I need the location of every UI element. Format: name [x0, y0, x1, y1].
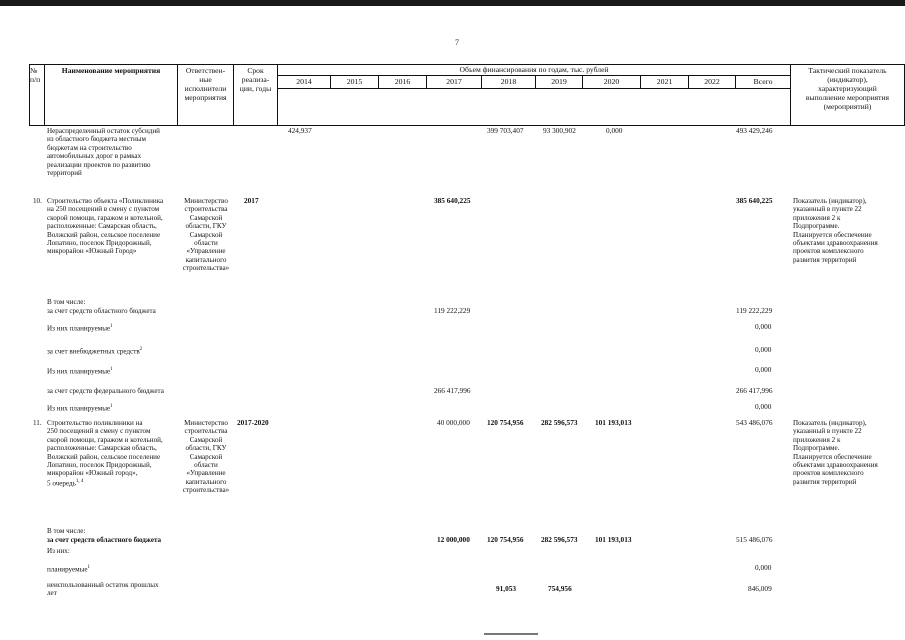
row-term: 2017 [244, 196, 259, 205]
planned-total: 0,000 [755, 365, 772, 374]
header-indicator: Тактический показатель (индикатор), характеризующий выполнение мероприятия (мероприятий) [805, 66, 890, 111]
label-unused-balance: неиспользованный остаток прошлых лет [47, 581, 159, 598]
header-executor: Ответствен- ные исполнители мероприятия [184, 66, 227, 102]
federal-total: 266 417,996 [736, 386, 773, 395]
planned-total: 0,000 [755, 563, 772, 572]
header-year-2018: 2018 [500, 77, 517, 86]
extrabudgetary-total: 0,000 [755, 345, 772, 354]
label-of-them: Из них: [47, 547, 70, 555]
planned-total: 0,000 [755, 402, 772, 411]
header-term: Срок реализа- ции, годы [239, 66, 272, 93]
row-indicator: Показатель (индикатор), указанный в пункте 22 приложения 2 к Подпрограмме. Планируется обеспечение объектами здравоохранения проектов комплексного развития территорий [793, 197, 878, 264]
label-regional-budget: за счет средств областного бюджета [47, 307, 156, 315]
row-executor: Министерство строительства Самарской области, ГКУ Самарской области «Управление капитального строительства» [182, 197, 230, 273]
row-number: 10. [33, 197, 42, 205]
regional-2017: 119 222,229 [434, 306, 471, 315]
value-2014: 424,937 [288, 126, 312, 135]
header-divider [277, 75, 790, 76]
row-executor: Министерство строительства Самарской области, ГКУ Самарской области «Управление капитального строительства» [182, 419, 230, 495]
row-name: Строительство поликлиники на 250 посещений в смену с пунктом скорой помощи, гаражом и котельной, расположенные: Самарская область, Волжский район, сельское поселение Лопатино, поселок Придорожный, микрорайон «Южный город», 5 очередь$^{1, 4}$ [47, 419, 163, 488]
regional-2018: 120 754,956 [487, 535, 524, 544]
value-2018: 399 703,407 [487, 126, 524, 135]
header-divider [277, 88, 790, 89]
label-extrabudgetary: за счет внебюджетных средств$^2$ [47, 347, 143, 356]
header-total: Всего [753, 77, 773, 86]
header-year-2017: 2017 [446, 77, 462, 86]
value-2020: 101 193,013 [595, 418, 632, 427]
label-including: В том числе: [47, 298, 86, 306]
regional-2017: 12 000,000 [437, 535, 470, 544]
regional-2019: 282 596,573 [541, 535, 578, 544]
unused-total: 846,009 [748, 584, 772, 593]
label-planned: Из них планируемые$^1$ [47, 367, 113, 376]
page-number: 7 [455, 38, 459, 47]
row-number: 11. [33, 419, 42, 427]
unused-2019: 754,956 [548, 584, 572, 593]
scan-top-border [0, 0, 905, 6]
label-planned: Из них планируемые$^1$ [47, 324, 113, 333]
header-year-2014: 2014 [296, 77, 312, 86]
label-planned: планируемые$^1$ [47, 565, 91, 574]
value-2018: 120 754,956 [487, 418, 524, 427]
row-indicator: Показатель (индикатор), указанный в пункте 22 приложения 2 к Подпрограмме. Планируется обеспечение объектами здравоохранения проектов комплексного развития территорий [793, 419, 878, 486]
value-2017: 40 000,000 [437, 418, 470, 427]
value-total: 543 486,076 [736, 418, 773, 427]
unused-2018: 91,053 [496, 584, 517, 593]
label-planned: Из них планируемые$^1$ [47, 404, 113, 413]
scan-bottom-mark [484, 633, 538, 635]
planned-total: 0,000 [755, 322, 772, 331]
value-2020: 0,000 [606, 126, 623, 135]
header-funding: Объем финансирования по годам, тыс. рублей [459, 65, 609, 74]
value-total: 385 640,225 [736, 196, 773, 205]
row-name: Строительство объекта «Поликлиника на 250 посещений в смену с пунктом скорой помощи, гаражом и котельной, расположенные: Самарская область, Волжский район, сельское поселение Лопатино, поселок Придорожный, микрорайон «Южный Город» [47, 197, 164, 256]
header-year-2021: 2021 [656, 77, 673, 86]
regional-total: 515 486,076 [736, 535, 773, 544]
value-total: 493 429,246 [736, 126, 773, 135]
label-including: В том числе: [47, 527, 86, 535]
label-federal-budget: за счет средств федерального бюджета [47, 387, 164, 395]
value-2019: 93 300,902 [543, 126, 576, 135]
header-name: Наименование мероприятия [61, 66, 161, 75]
value-2019: 282 596,573 [541, 418, 578, 427]
regional-total: 119 222,229 [736, 306, 773, 315]
header-year-2016: 2016 [394, 77, 411, 86]
row-name: Нераспределенный остаток субсидий из областного бюджета местным бюджетам на строительство автомобильных дорог в рамках реализации проектов по развитию территорий [47, 127, 160, 178]
row-term: 2017-2020 [237, 418, 269, 427]
header-year-2020: 2020 [603, 77, 620, 86]
regional-2020: 101 193,013 [595, 535, 632, 544]
header-num: № п/п [30, 66, 41, 84]
header-year-2022: 2022 [704, 77, 720, 86]
federal-2017: 266 417,996 [434, 386, 471, 395]
label-regional-budget: за счет средств областного бюджета [47, 536, 162, 544]
header-year-2019: 2019 [551, 77, 567, 86]
value-2017: 385 640,225 [434, 196, 471, 205]
header-year-2015: 2015 [346, 77, 363, 86]
